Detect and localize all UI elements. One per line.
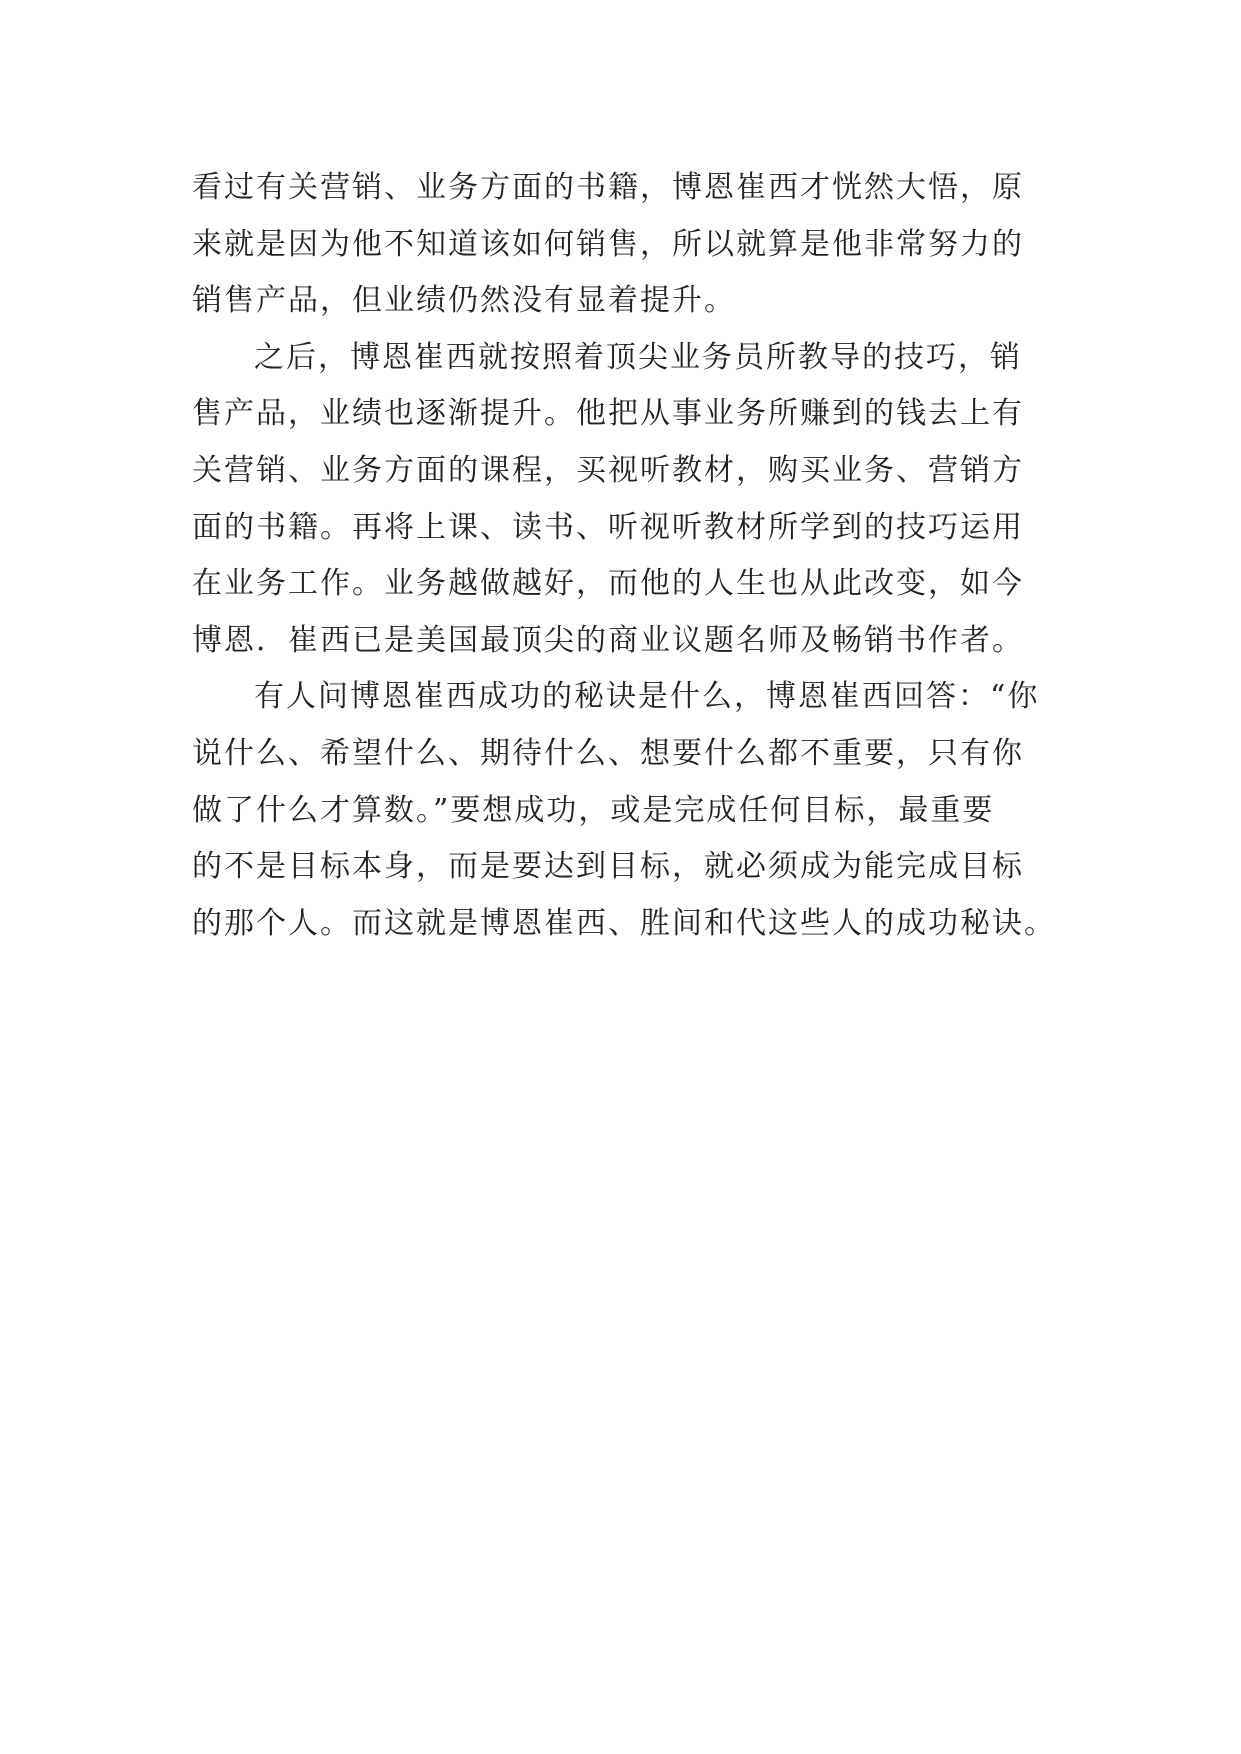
text-line: 销售产品，但业绩仍然没有显着提升。 [192, 283, 736, 319]
text-line: 关营销、业务方面的课程，买视听教材，购买业务、营销方 [192, 452, 1024, 488]
text-line: 来就是因为他不知道该如何销售，所以就算是他非常努力的 [192, 226, 1024, 262]
text-line: 看过有关营销、业务方面的书籍，博恩崔西才恍然大悟，原 [192, 170, 1024, 205]
text-line: 面的书籍。再将上课、读书、听视听教材所学到的技巧运用 [192, 509, 1024, 545]
text-line: 说什么、希望什么、期待什么、想要什么都不重要，只有你 [192, 735, 1024, 771]
text-line: 在业务工作。业务越做越好，而他的人生也从此改变，如今 [192, 566, 1024, 602]
text-line: 做了什么才算数。”要想成功，或是完成任何目标，最重要 [192, 792, 995, 828]
text-line: 的不是目标本身，而是要达到目标，就必须成为能完成目标 [192, 849, 1024, 885]
text-line: 的那个人。而这就是博恩崔西、胜间和代这些人的成功秘诀。 [192, 905, 1056, 941]
paragraph-first-line: 之后，博恩崔西就按照着顶尖业务员所教导的技巧，销 [254, 339, 1022, 375]
text-line: 博恩．崔西已是美国最顶尖的商业议题名师及畅销书作者。 [192, 622, 1024, 658]
body-text [192, 160, 1054, 952]
paragraph-first-line: 有人问博恩崔西成功的秘诀是什么，博恩崔西回答：“你 [254, 679, 1040, 715]
text-line: 售产品，业绩也逐渐提升。他把从事业务所赚到的钱去上有 [192, 396, 1024, 432]
